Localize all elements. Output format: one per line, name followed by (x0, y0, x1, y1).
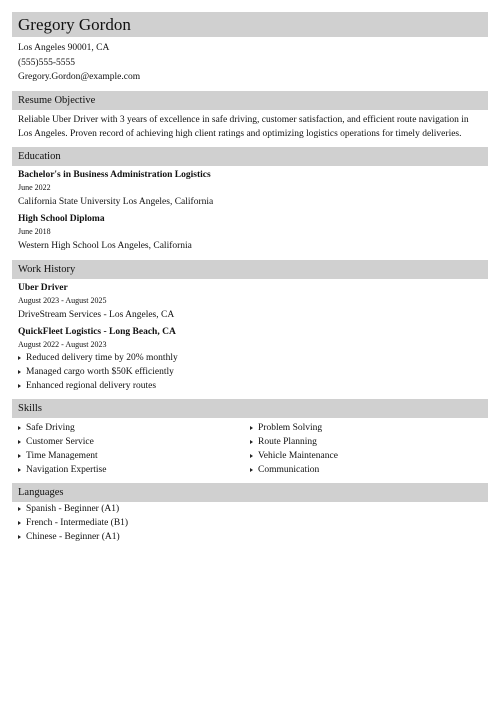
bullet-icon (18, 468, 21, 472)
bullet-icon (250, 468, 253, 472)
skills-heading: Skills (12, 399, 488, 418)
list-item: Safe Driving (18, 421, 250, 435)
list-item: Time Management (18, 449, 250, 463)
list-item: Problem Solving (250, 421, 482, 435)
bullet-icon (18, 454, 21, 458)
languages-list (18, 502, 482, 544)
school-name: Western High School Los Angeles, California (18, 240, 192, 251)
work-section (12, 282, 488, 393)
languages-section (12, 502, 488, 544)
list-item: Communication (250, 463, 482, 477)
job-title: Uber Driver (18, 282, 68, 293)
degree-title: Bachelor's in Business Administration Logistics (18, 169, 211, 180)
degree-date: June 2022 (18, 182, 51, 192)
bullet-icon (18, 384, 21, 388)
job-dates: August 2023 - August 2025 (18, 295, 107, 305)
bullet-icon (18, 370, 21, 374)
bullet-icon (250, 426, 253, 430)
work-entry (18, 326, 482, 393)
list-item: Vehicle Maintenance (250, 449, 482, 463)
bullet-icon (18, 356, 21, 360)
objective-heading: Resume Objective (12, 91, 488, 110)
school-name: California State University Los Angeles, California (18, 196, 214, 207)
list-item: Customer Service (18, 435, 250, 449)
skills-section (12, 421, 488, 477)
contact-block (12, 41, 488, 85)
contact-address: Los Angeles 90001, CA (18, 43, 110, 53)
job-title: QuickFleet Logistics - Long Beach, CA (18, 326, 176, 337)
contact-email: Gregory.Gordon@example.com (18, 72, 141, 82)
education-section (12, 169, 488, 254)
skills-column-left (18, 421, 250, 477)
list-item: Reduced delivery time by 20% monthly (18, 351, 482, 365)
degree-title: High School Diploma (18, 213, 105, 224)
contact-phone: (555)555-5555 (18, 57, 75, 68)
bullet-icon (250, 454, 253, 458)
education-entry (18, 213, 482, 254)
job-dates: August 2022 - August 2023 (18, 339, 107, 349)
bullet-icon (18, 507, 21, 511)
education-heading: Education (12, 147, 488, 166)
degree-date: June 2018 (18, 226, 51, 236)
objective-text: Reliable Uber Driver with 3 years of excellence in safe driving, customer satisfaction, and efficient route navigation in Los Angeles. Proven record of achieving high client ratings and optimizing logistics operations for timely deliveries. (18, 114, 469, 139)
list-item: Route Planning (250, 435, 482, 449)
list-item: Spanish - Beginner (A1) (18, 502, 482, 516)
languages-heading: Languages (12, 483, 488, 502)
bullet-icon (18, 440, 21, 444)
education-entry (18, 169, 482, 210)
list-item: French - Intermediate (B1) (18, 516, 482, 530)
candidate-name: Gregory Gordon (12, 12, 488, 37)
work-heading: Work History (12, 260, 488, 279)
bullet-icon (18, 426, 21, 430)
bullet-icon (18, 521, 21, 525)
bullet-icon (250, 440, 253, 444)
list-item: Navigation Expertise (18, 463, 250, 477)
job-company: DriveStream Services - Los Angeles, CA (18, 309, 175, 320)
work-entry (18, 282, 482, 323)
list-item: Enhanced regional delivery routes (18, 379, 482, 393)
job-bullets (18, 351, 482, 393)
bullet-icon (18, 535, 21, 539)
skills-column-right (250, 421, 482, 477)
list-item: Managed cargo worth $50K efficiently (18, 365, 482, 379)
list-item: Chinese - Beginner (A1) (18, 530, 482, 544)
